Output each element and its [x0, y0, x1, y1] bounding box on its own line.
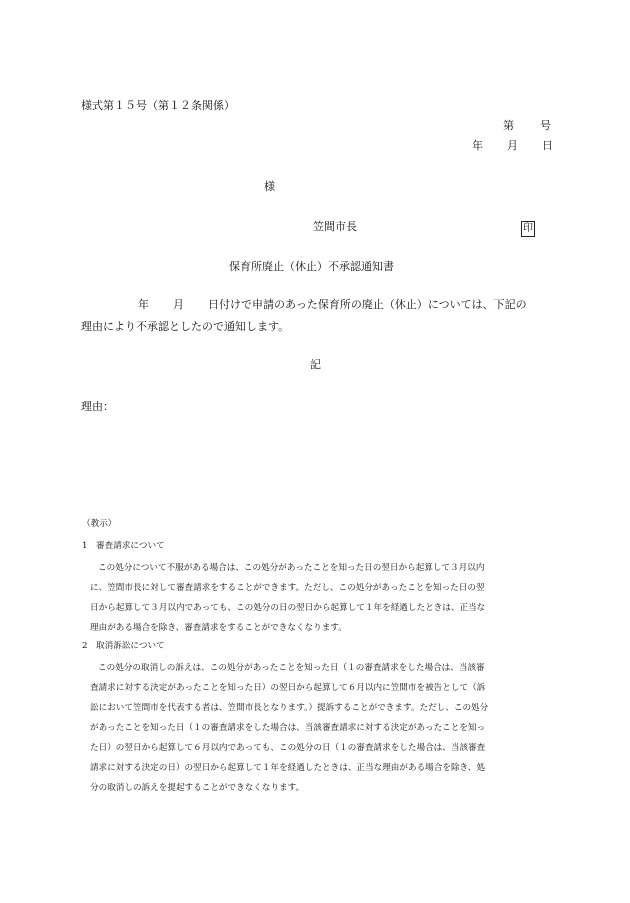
notes-item2-line: 訟において笠間市を代表する者は、笠間市長となります。）提訴することができます。ただし、この処分 — [90, 703, 489, 713]
issuer-name: 笠間市長 — [313, 220, 357, 233]
notes-item2-line: があったことを知った日（１の審査請求をした場合は、当該審査請求に対する決定があったことを知っ — [90, 723, 486, 733]
date-day: 日 — [542, 139, 553, 152]
body-line-1 — [138, 299, 527, 310]
notes-item1-line: 日から起算して３月以内であっても、この処分の日の翌日から起算して１年を経過したときは、正当な — [90, 603, 486, 613]
notes-item2-line: この処分の取消しの訴えは、この処分があったことを知った日（１の審査請求をした場合は、当該審 — [98, 663, 485, 673]
issue-date — [472, 140, 553, 151]
body-line-2: 理由により不承認としたので通知します。 — [81, 320, 290, 333]
form-number: 様式第１５号（第１２条関係） — [81, 99, 235, 112]
document-number — [503, 120, 551, 131]
notes-item1-line: 理由がある場合を除き、審査請求をすることができなくなります。 — [90, 623, 347, 633]
notes-heading: （教示） — [82, 519, 117, 529]
notes-item2-line: た日）の翌日から起算して６月以内であっても、この処分の日（１の審査請求をした場合は、当該審査 — [90, 743, 486, 753]
reason-label: 理由： — [81, 400, 114, 413]
notes-item2-line: 査請求に対する決定があったことを知った日）の翌日から起算して６月以内に笠間市を被告として（訴 — [90, 683, 486, 693]
body-month: 月 — [173, 298, 184, 311]
date-month: 月 — [507, 139, 518, 152]
doc-no-suffix: 号 — [540, 119, 551, 132]
body-year: 年 — [138, 298, 149, 311]
notes-item1-title: 1 審査請求について — [82, 541, 165, 551]
body-line1-rest: 日付けで申請のあった保育所の廃止（休止）については、下記の — [208, 298, 527, 311]
seal-mark — [521, 218, 535, 237]
seal-label: 印 — [521, 221, 535, 237]
notes-item2-line: 請求に対する決定の日）の翌日から起算して１年を経過したときは、正当な理由がある場合を除き、処 — [90, 763, 485, 773]
notes-item1-line: この処分について不服がある場合は、この処分があったことを知った日の翌日から起算して３月以内 — [98, 563, 485, 573]
date-year: 年 — [472, 139, 483, 152]
notes-item1-line: に、笠間市長に対して審査請求をすることができます。ただし、この処分があったことを知った日の翌 — [90, 583, 485, 593]
notes-item2-line: 分の取消しの訴えを提起することができなくなります。 — [90, 783, 305, 793]
ki-heading: 記 — [310, 358, 321, 371]
doc-no-label: 第 — [503, 119, 514, 132]
addressee-suffix: 様 — [264, 180, 275, 193]
notes-item2-title: 2 取消訴訟について — [82, 641, 165, 651]
document-title: 保育所廃止（休止）不承認通知書 — [229, 260, 394, 273]
